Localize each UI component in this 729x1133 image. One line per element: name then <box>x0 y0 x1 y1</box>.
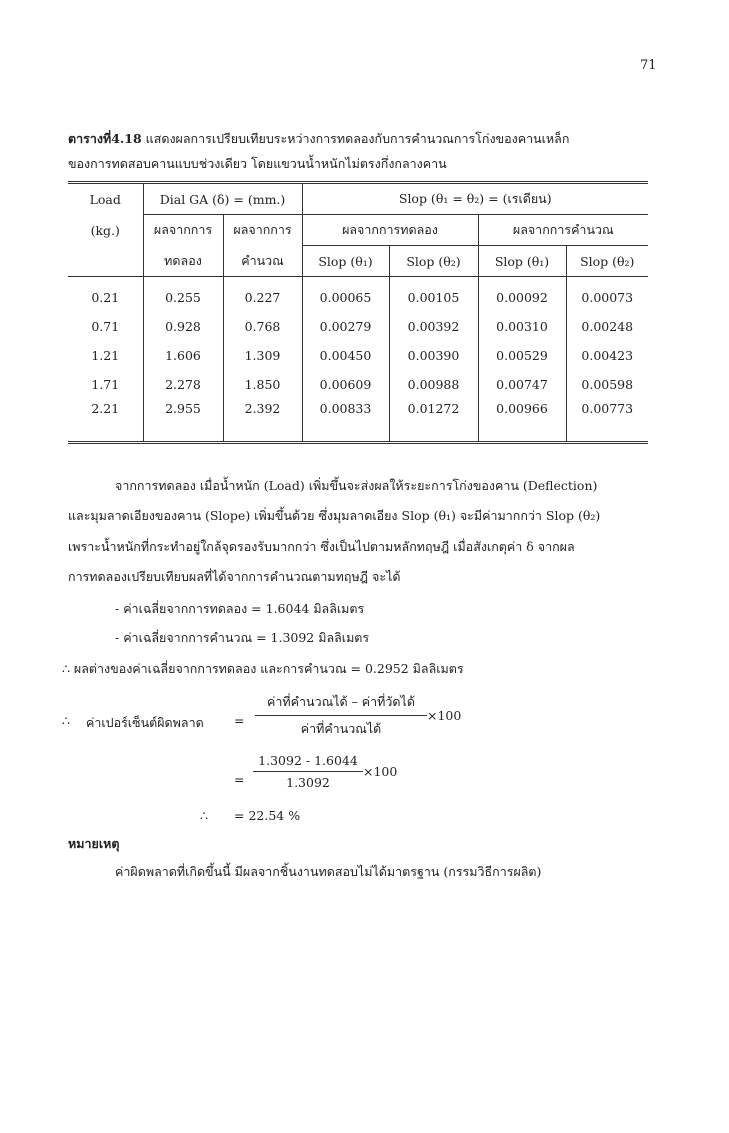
average-experiment: - ค่าเฉลี่ยจากการทดลอง = 1.6044 มิลลิเมตร <box>115 601 365 616</box>
paragraph-line-4: การทดลองเปรียบเทียบผลที่ได้จากการคำนวณตามทฤษฎี จะได้ <box>68 569 401 584</box>
cell-dial-calc: 0.768 <box>223 312 302 341</box>
cell-load: 0.21 <box>91 290 120 305</box>
cell-dial-exp: 0.255 <box>143 277 223 313</box>
table-row <box>68 341 648 370</box>
caption-label: ตารางที่4.18 <box>68 131 142 146</box>
header-slop: Slop (θ₁ = θ₂) = (เรเดียน) <box>302 183 648 215</box>
caption-line2: ของการทดสอบคานแบบช่วงเดียว โดยแขวนน้ำหนักไม่ตรงกึ่งกลางคาน <box>68 156 447 171</box>
cell-dial-calc: 1.850 <box>223 370 302 399</box>
paragraph-line-2: และมุมลาดเอียงของคาน (Slope) เพิ่มขึ้นด้วย ซึ่งมุมลาดเอียง Slop (θ₁) จะมีค่ามากกว่า Slop (θ₂) <box>68 508 601 523</box>
formula-denominator: ค่าที่คำนวณได้ <box>300 721 382 736</box>
value-fraction <box>253 753 397 790</box>
header-dial: Dial GA (δ) = (mm.) <box>143 183 302 215</box>
value-numerator: 1.3092 - 1.6044 <box>253 753 363 772</box>
cell-s1-calc: 0.00529 <box>478 341 566 370</box>
cell-s2-calc: 0.00598 <box>566 370 648 399</box>
cell-load: 2.21 <box>68 399 143 443</box>
cell-s1-calc: 0.00747 <box>478 370 566 399</box>
formula-numerator: ค่าที่คำนวณได้ – ค่าที่วัดได้ <box>255 692 427 716</box>
cell-s2-calc: 0.00073 <box>566 277 648 313</box>
table-caption <box>68 126 569 176</box>
formula-fraction <box>255 692 461 739</box>
table-row <box>68 277 648 313</box>
table-row <box>68 370 648 399</box>
header-kg: (kg.) <box>90 222 120 238</box>
cell-dial-exp: 2.278 <box>143 370 223 399</box>
cell-load: 1.21 <box>91 348 120 363</box>
cell-dial-exp: 2.955 <box>143 399 223 443</box>
paragraph-line-1: จากการทดลอง เมื่อน้ำหนัก (Load) เพิ่มขึ้นจะส่งผลให้ระยะการโก่งของคาน (Deflection) <box>115 478 598 493</box>
therefore-symbol: ∴ <box>62 713 70 728</box>
times-100: ×100 <box>427 708 462 723</box>
header-s1-calc: Slop (θ₁) <box>478 246 566 277</box>
difference-line: ∴ ผลต่างของค่าเฉลี่ยจากการทดลอง และการคำนวณ = 0.2952 มิลลิเมตร <box>62 661 464 676</box>
percent-error-label: ค่าเปอร์เซ็นต์ผิดพลาด <box>86 715 204 730</box>
cell-s1-calc: 0.00966 <box>478 399 566 443</box>
cell-s2-exp: 0.00392 <box>389 312 478 341</box>
cell-dial-exp: 0.928 <box>143 312 223 341</box>
header-exp-b: ทดลอง <box>143 246 223 277</box>
cell-s2-exp: 0.00390 <box>389 341 478 370</box>
equals-sign-2: = <box>234 772 245 787</box>
cell-s2-exp: 0.00105 <box>389 277 478 313</box>
header-exp-a: ผลจากการ <box>143 215 223 246</box>
value-denominator: 1.3092 <box>286 775 330 790</box>
header-s1-exp: Slop (θ₁) <box>302 246 389 277</box>
cell-s1-calc: 0.00310 <box>478 312 566 341</box>
result: = 22.54 % <box>234 808 301 823</box>
cell-dial-calc: 2.392 <box>223 399 302 443</box>
therefore-symbol-2: ∴ <box>200 808 208 823</box>
cell-dial-exp: 1.606 <box>143 341 223 370</box>
page-number: 71 <box>640 58 657 73</box>
header-calc-b: คำนวณ <box>223 246 302 277</box>
cell-s1-calc: 0.00092 <box>478 277 566 313</box>
cell-s1-exp: 0.00833 <box>302 399 389 443</box>
average-calculation: - ค่าเฉลี่ยจากการคำนวณ = 1.3092 มิลลิเมตร <box>115 630 370 645</box>
cell-dial-calc: 1.309 <box>223 341 302 370</box>
cell-s2-calc: 0.00773 <box>566 399 648 443</box>
cell-s1-exp: 0.00065 <box>302 277 389 313</box>
note-text: ค่าผิดพลาดที่เกิดขึ้นนี้ มีผลจากชิ้นงานทดสอบไม่ได้มาตรฐาน (กรรมวิธีการผลิต) <box>115 864 542 879</box>
cell-s2-calc: 0.00248 <box>566 312 648 341</box>
cell-load: 1.71 <box>91 377 120 392</box>
table-row <box>68 399 648 443</box>
header-s2-calc: Slop (θ₂) <box>566 246 648 277</box>
table-row <box>68 312 648 341</box>
cell-s2-exp: 0.01272 <box>389 399 478 443</box>
header-load: Load <box>68 183 143 215</box>
paragraph-line-3: เพราะน้ำหนักที่กระทำอยู่ใกล้จุดรองรับมากกว่า ซึ่งเป็นไปตามหลักทฤษฎี เมื่อสังเกตุค่า δ จากผล <box>68 539 575 554</box>
header-s2-exp: Slop (θ₂) <box>389 246 478 277</box>
cell-s1-exp: 0.00279 <box>302 312 389 341</box>
note-title: หมายเหตุ <box>68 836 120 851</box>
times-100: ×100 <box>363 764 398 779</box>
header-calc-a: ผลจากการ <box>223 215 302 246</box>
results-table <box>68 181 648 444</box>
header-slop-exp: ผลจากการทดลอง <box>302 215 478 246</box>
cell-load: 0.71 <box>91 319 120 334</box>
equals-sign: = <box>234 713 245 728</box>
cell-s2-exp: 0.00988 <box>389 370 478 399</box>
cell-s1-exp: 0.00450 <box>302 341 389 370</box>
cell-s1-exp: 0.00609 <box>302 370 389 399</box>
caption-line1: แสดงผลการเปรียบเทียบระหว่างการทดลองกับการคำนวณการโก่งของคานเหล็ก <box>141 131 570 146</box>
cell-dial-calc: 0.227 <box>223 277 302 313</box>
cell-s2-calc: 0.00423 <box>566 341 648 370</box>
header-slop-calc: ผลจากการคำนวณ <box>478 215 648 246</box>
